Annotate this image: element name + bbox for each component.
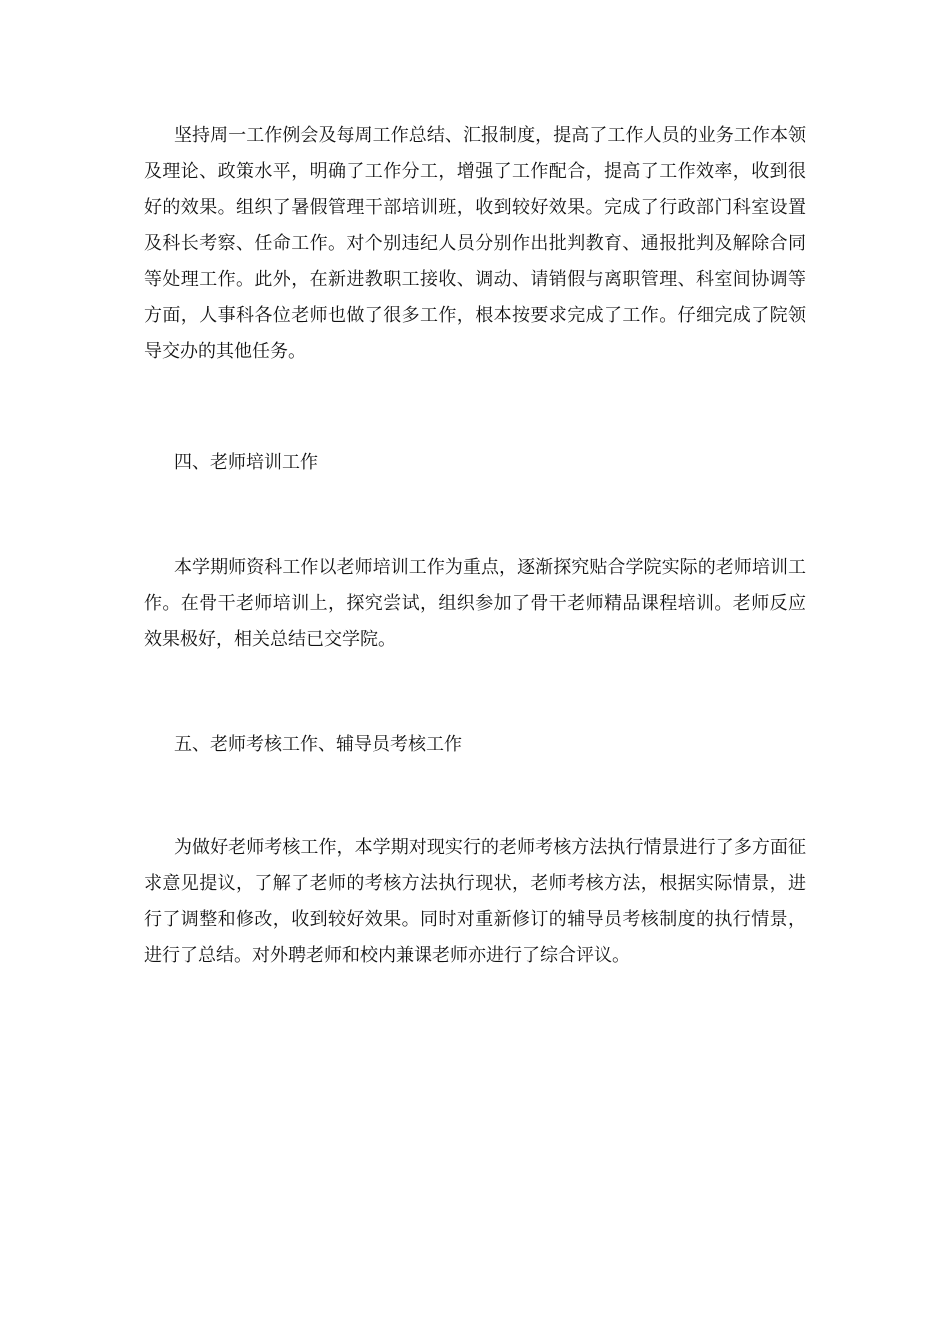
section-heading-teacher-training: 四、老师培训工作: [174, 452, 318, 473]
body-paragraph-personnel-work: 坚持周一工作例会及每周工作总结、汇报制度，提高了工作人员的业务工作本领及理论、政策水平，明确了工作分工，增强了工作配合，提高了工作效率，收到很好的效果。组织了暑假管理干部培训班，收到较好效果。完成了行政部门科室设置及科长考察、任命工作。对个别违纪人员分别作出批判教育、通报批判及解除合同等处理工作。此外，在新进教职工接收、调动、请销假与离职管理、科室间协调等方面，人事科各位老师也做了很多工作，根本按要求完成了工作。仔细完成了院领导交办的其他任务。: [144, 125, 806, 362]
section-heading-assessment: 五、老师考核工作、辅导员考核工作: [174, 734, 462, 755]
body-paragraph-teacher-training: 本学期师资科工作以老师培训工作为重点，逐渐探究贴合学院实际的老师培训工作。在骨干老师培训上，探究尝试，组织参加了骨干老师精品课程培训。老师反应效果极好，相关总结已交学院。: [144, 557, 806, 650]
body-paragraph-assessment: 为做好老师考核工作，本学期对现实行的老师考核方法执行情景进行了多方面征求意见提议，了解了老师的考核方法执行现状，老师考核方法，根据实际情景，进行了调整和修改，收到较好效果。同时对重新修订的辅导员考核制度的执行情景，进行了总结。对外聘老师和校内兼课老师亦进行了综合评议。: [144, 837, 806, 966]
